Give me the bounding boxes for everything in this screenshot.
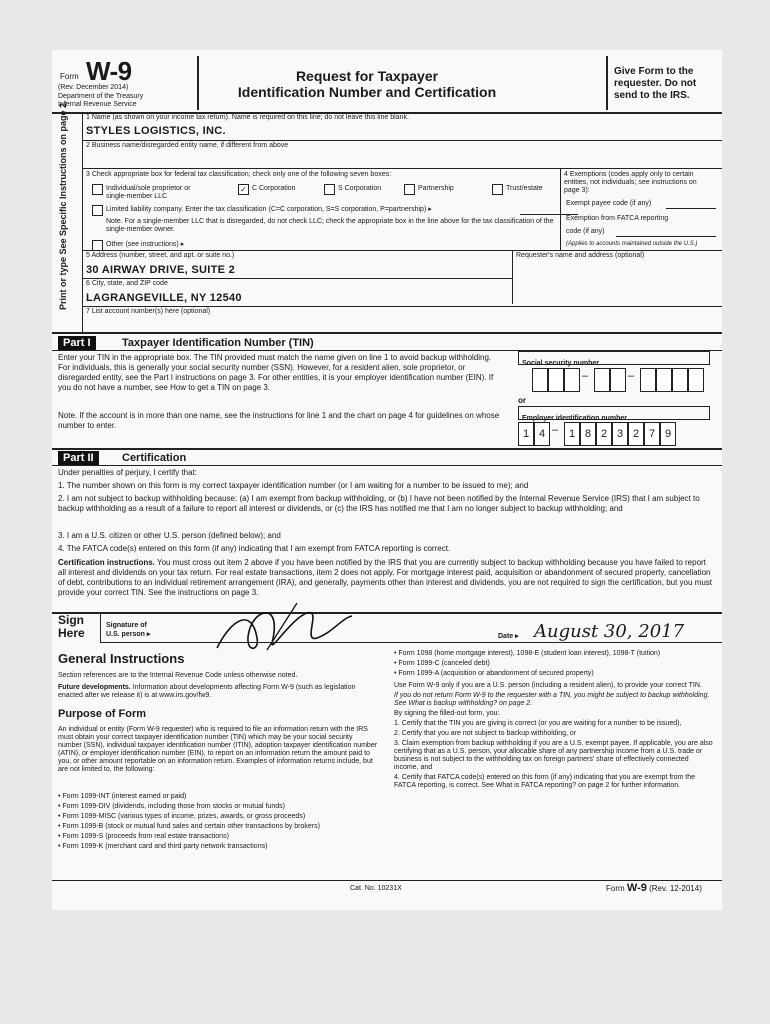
footer-form-name: W-9 bbox=[626, 882, 647, 894]
exempt-payee-label: Exempt payee code (if any) bbox=[566, 200, 652, 207]
side-instructions-label: Print or type See Specific Instructions on page 2. bbox=[58, 100, 68, 310]
label-partnership: Partnership bbox=[418, 185, 454, 192]
ssn-digit-box[interactable] bbox=[672, 368, 688, 392]
part1-note: Note. If the account is in more than one name, see the instructions for line 1 and the chart on page 4 for guidelines on whose number to enter. bbox=[58, 411, 500, 430]
certification-item2: 2. I am not subject to backup withholding because: (a) I am exempt from backup withholding, or (b) I have not been notified by the Internal Revenue Service (IRS) that I am subject to backup withholding as a result of a failure to report all interest or dividends, or (c) the IRS has notified me that I am no longer subject to backup withholding; and bbox=[58, 494, 700, 513]
label-individual-llc: single-member LLC bbox=[106, 193, 168, 200]
give-form-line3: send to the IRS. bbox=[614, 90, 690, 101]
bullet-1098: • Form 1098 (home mortgage interest), 1098-E (student loan interest), 1098-T (tuition) bbox=[394, 650, 661, 657]
general-p1: Section references are to the Internal Revenue Code unless otherwise noted. bbox=[58, 672, 298, 679]
part1-title: Taxpayer Identification Number (TIN) bbox=[122, 337, 314, 349]
ein-digit-box[interactable]: 9 bbox=[660, 422, 676, 446]
department: Department of the Treasury bbox=[58, 93, 144, 100]
part2-title: Certification bbox=[122, 452, 187, 464]
label-individual: Individual/sole proprietor or bbox=[106, 185, 191, 192]
requester-label: Requester's name and address (optional) bbox=[516, 252, 645, 259]
ein-digit-box[interactable]: 1 bbox=[564, 422, 580, 446]
line5-address-value[interactable]: 30 AIRWAY DRIVE, SUITE 2 bbox=[86, 264, 236, 276]
ssn-digit-box[interactable] bbox=[656, 368, 672, 392]
fatca-applies-note: (Applies to accounts maintained outside the U.S.) bbox=[566, 241, 698, 247]
ein-digit-box[interactable]: 7 bbox=[644, 422, 660, 446]
ssn-dash: – bbox=[582, 370, 589, 382]
exemptions-title: 4 Exemptions (codes apply only to certain entities, not individuals; see instructions on page 3): bbox=[564, 171, 697, 194]
ssn-digit-box[interactable] bbox=[548, 368, 564, 392]
ssn-digit-box[interactable] bbox=[532, 368, 548, 392]
right-p3: By signing the filled-out form, you: bbox=[394, 710, 500, 717]
right-p4: 1. Certify that the TIN you are giving is correct (or you are waiting for a number to be issued), bbox=[394, 720, 682, 727]
ssn-digit-box[interactable] bbox=[610, 368, 626, 392]
checkbox-llc[interactable] bbox=[92, 205, 103, 216]
give-form-line1: Give Form to the bbox=[614, 66, 694, 77]
bullet-1099-div: • Form 1099-DIV (dividends, including those from stocks or mutual funds) bbox=[58, 803, 285, 810]
purpose-text: An individual or entity (Form W-9 requester) who is required to file an information return with the IRS must obtain your correct taxpayer identification number (TIN) which may be your social security number (SSN), individual taxpayer identification number (ITIN), adoption taxpayer identification number (ATIN), or employer identification number (EIN), to report on an information return the amount paid to you, or other amount reportable on an information return. Examples of information returns include, but are not limited to, the following: bbox=[58, 726, 378, 773]
certification-item4: 4. The FATCA code(s) entered on this form (if any) indicating that I am exempt from FATCA reporting is correct. bbox=[58, 544, 451, 553]
ssn-label: Social security number bbox=[522, 360, 600, 367]
ein-digit-box[interactable]: 2 bbox=[596, 422, 612, 446]
purpose-heading: Purpose of Form bbox=[58, 708, 147, 720]
right-p7: 4. Certify that FATCA code(s) entered on this form (if any) indicating that you are exempt from the FATCA reporting, is correct. See What is FATCA reporting? on page 2 for further information. bbox=[394, 774, 696, 789]
part1-instructions: Enter your TIN in the appropriate box. The TIN provided must match the name given on line 1 to avoid backup withholding. For individuals, this is generally your social security number (SSN). However, for a resident alien, sole proprietor, or disregarded entity, see the Part I instructions on page 3. For other entities, it is your employer identification number (EIN). If you do not have a number, see How to get a TIN on page 3. bbox=[58, 353, 494, 392]
ein-label-box bbox=[518, 406, 710, 420]
line5-label: 5 Address (number, street, and apt. or suite no.) bbox=[86, 252, 235, 259]
part1-label: Part I bbox=[58, 336, 96, 350]
right-p2: If you do not return Form W-9 to the requester with a TIN, you might be subject to backup withholding. See What is backup withholding? on page 2. bbox=[394, 692, 710, 707]
footer-revision: (Rev. 12-2014) bbox=[649, 884, 702, 893]
ssn-digit-box[interactable] bbox=[640, 368, 656, 392]
bullet-1099-s: • Form 1099-S (proceeds from real estate transactions) bbox=[58, 833, 229, 840]
ssn-dash: – bbox=[628, 370, 635, 382]
ein-label: Employer identification number bbox=[522, 415, 628, 422]
future-dev-bold: Future developments. bbox=[58, 684, 131, 691]
right-p6: 3. Claim exemption from backup withholding if you are a U.S. exempt payee. If applicable, you are also certifying that as a U.S. person, your allocable share of any partnership income from a U.S. trade or business is not subject to the withholding tax on foreign partners' share of effectively connected income, and bbox=[394, 740, 713, 771]
label-other: Other (see instructions) ▸ bbox=[106, 241, 185, 248]
cert-instr-bold: Certification instructions. bbox=[58, 558, 155, 567]
agency: Internal Revenue Service bbox=[58, 101, 137, 108]
bullet-1099-k: • Form 1099-K (merchant card and third party network transactions) bbox=[58, 843, 268, 850]
checkbox-partnership[interactable] bbox=[404, 184, 415, 195]
form-revision: (Rev. December 2014) bbox=[58, 84, 129, 91]
form-title-line1: Request for Taxpayer bbox=[295, 68, 439, 84]
right-p1: Use Form W-9 only if you are a U.S. person (including a resident alien), to provide your correct TIN. bbox=[394, 682, 702, 689]
bullet-1099-misc: • Form 1099-MISC (various types of income, prizes, awards, or gross proceeds) bbox=[58, 813, 306, 820]
line2-label: 2 Business name/disregarded entity name, if different from above bbox=[86, 142, 289, 149]
label-trust-estate: Trust/estate bbox=[506, 185, 543, 192]
form-name: W-9 bbox=[86, 56, 132, 86]
ein-digit-box[interactable]: 3 bbox=[612, 422, 628, 446]
line1-name-value[interactable]: STYLES LOGISTICS, INC. bbox=[86, 125, 226, 137]
right-p5: 2. Certify that you are not subject to backup withholding, or bbox=[394, 730, 577, 737]
ein-digit-box[interactable]: 2 bbox=[628, 422, 644, 446]
footer-form-word: Form bbox=[606, 884, 625, 893]
give-form-line2: requester. Do not bbox=[614, 78, 697, 89]
checkbox-s-corporation[interactable] bbox=[324, 184, 335, 195]
ein-digit-box[interactable]: 4 bbox=[534, 422, 550, 446]
or-label: or bbox=[518, 396, 526, 405]
catalog-number: Cat. No. 10231X bbox=[350, 885, 402, 892]
signature-label2: U.S. person ▸ bbox=[106, 631, 151, 638]
left-bullets bbox=[58, 793, 378, 853]
right-column bbox=[394, 650, 714, 792]
checkbox-trust-estate[interactable] bbox=[492, 184, 503, 195]
general-instructions-heading: General Instructions bbox=[58, 651, 185, 666]
line1-label: 1 Name (as shown on your income tax return). Name is required on this line; do not leave this line blank. bbox=[86, 114, 409, 121]
certification-instructions bbox=[58, 558, 713, 598]
cert-instr-text: You must cross out item 2 above if you have been notified by the IRS that you are currently subject to backup withholding because you have failed to report all interest and dividends on your tax return. For real estate transactions, item 2 does not apply. For mortgage interest paid, acquisition or abandonment of secured property, cancellation of debt, contributions to an individual retirement arrangement (IRA), and generally, payments other than interest and dividends, you are not required to sign the certification, but you must provide your correct TIN. See the instructions on page 3. bbox=[58, 558, 712, 597]
form-word: Form bbox=[60, 72, 79, 81]
label-c-corporation: C Corporation bbox=[252, 185, 296, 192]
future-dev-text: Information about developments affecting Form W-9 (such as legislation enacted after we release it) is at www.irs.gov/fw9. bbox=[58, 684, 356, 699]
llc-note: Note. For a single-member LLC that is disregarded, do not check LLC; check the appropriate box in the line above for the tax classification of the single-member owner. bbox=[106, 218, 554, 233]
checkbox-c-corporation[interactable]: ✓ bbox=[238, 184, 249, 195]
w9-form-page bbox=[52, 50, 722, 910]
here-word: Here bbox=[58, 626, 85, 640]
fatca-code-label: code (if any) bbox=[566, 228, 605, 235]
footer-form-id bbox=[606, 882, 702, 894]
label-llc: Limited liability company. Enter the tax classification (C=C corporation, S=S corporation, P=partnership) ▸ bbox=[106, 206, 432, 213]
part2-label: Part II bbox=[58, 451, 99, 465]
ssn-label-box bbox=[518, 351, 710, 365]
ssn-digit-box[interactable] bbox=[594, 368, 610, 392]
date-value[interactable]: August 30, 2017 bbox=[534, 621, 685, 642]
form-title-line2: Identification Number and Certification bbox=[237, 84, 497, 100]
signature-mark[interactable] bbox=[212, 598, 362, 658]
line6-label: 6 City, state, and ZIP code bbox=[86, 280, 168, 287]
line7-label: 7 List account number(s) here (optional) bbox=[86, 308, 211, 315]
label-s-corporation: S Corporation bbox=[338, 185, 382, 192]
ssn-digit-box[interactable] bbox=[688, 368, 704, 392]
date-label: Date ▸ bbox=[498, 633, 519, 640]
certification-item1: 1. The number shown on this form is my correct taxpayer identification number (or I am waiting for a number to be issued to me); and bbox=[58, 481, 529, 490]
fatca-exemption-label: Exemption from FATCA reporting bbox=[566, 215, 669, 222]
certification-intro: Under penalties of perjury, I certify that: bbox=[58, 468, 198, 477]
bullet-1099-c: • Form 1099-C (canceled debt) bbox=[394, 660, 490, 667]
bullet-1099-b: • Form 1099-B (stock or mutual fund sales and certain other transactions by brokers) bbox=[58, 823, 320, 830]
signature-label1: Signature of bbox=[106, 622, 147, 629]
line6-city-value[interactable]: LAGRANGEVILLE, NY 12540 bbox=[86, 292, 242, 304]
certification-item3: 3. I am a U.S. citizen or other U.S. person (defined below); and bbox=[58, 531, 281, 540]
ein-digit-box[interactable]: 8 bbox=[580, 422, 596, 446]
general-p2 bbox=[58, 684, 378, 700]
ssn-digit-box[interactable] bbox=[564, 368, 580, 392]
checkbox-individual[interactable] bbox=[92, 184, 103, 195]
ein-dash: – bbox=[552, 424, 559, 436]
bullet-1099-int: • Form 1099-INT (interest earned or paid) bbox=[58, 793, 187, 800]
sign-word: Sign bbox=[58, 613, 84, 627]
line3-label: 3 Check appropriate box for federal tax classification; check only one of the following seven boxes: bbox=[86, 171, 392, 178]
ein-digit-box[interactable]: 1 bbox=[518, 422, 534, 446]
bullet-1099-a: • Form 1099-A (acquisition or abandonment of secured property) bbox=[394, 670, 594, 677]
